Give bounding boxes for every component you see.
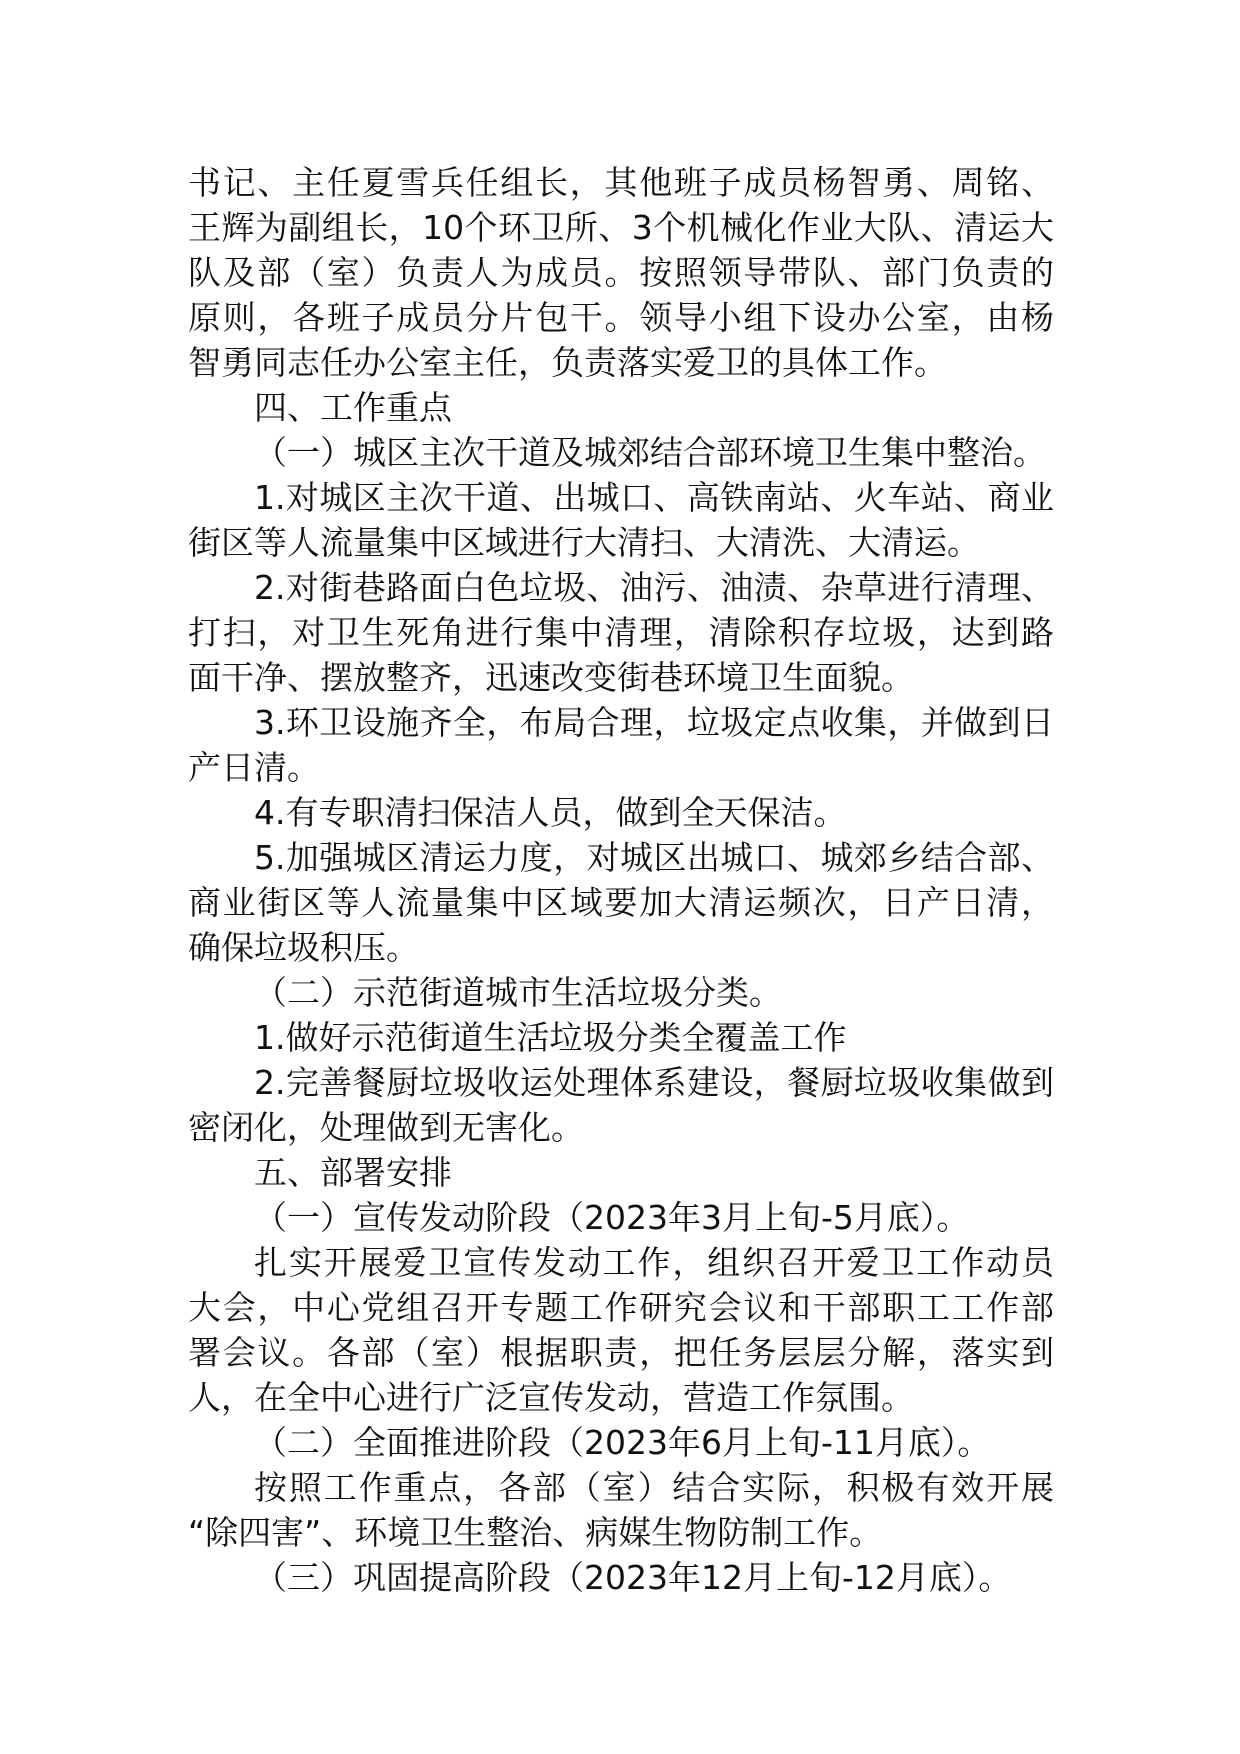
paragraph-line: 书记、主任夏雪兵任组长，其他班子成员杨智勇、周铭、 [188, 163, 1054, 202]
section-heading: 五、部署安排 [254, 1153, 452, 1192]
paragraph-line: 王辉为副组长，10个环卫所、3个机械化作业大队、清运大 [188, 208, 1054, 247]
subsection-heading: （二）全面推进阶段（2023年6月上旬-11月底）。 [254, 1423, 991, 1462]
paragraph-line: 智勇同志任办公室主任，负责落实爱卫的具体工作。 [188, 343, 947, 382]
list-item-line: 1.做好示范街道生活垃圾分类全覆盖工作 [254, 1018, 847, 1057]
subsection-heading: （三）巩固提高阶段（2023年12月上旬-12月底）。 [254, 1558, 1012, 1597]
list-item-line: 面干净、摆放整齐，迅速改变街巷环境卫生面貌。 [188, 658, 914, 697]
list-item-line: 3.环卫设施齐全，布局合理，垃圾定点收集，并做到日 [254, 703, 1054, 742]
list-item-line: 打扫，对卫生死角进行集中清理，清除积存垃圾，达到路 [188, 613, 1054, 652]
list-item-line: 2.完善餐厨垃圾收运处理体系建设，餐厨垃圾收集做到 [254, 1063, 1054, 1102]
paragraph-line: “除四害”、环境卫生整治、病媒生物防制工作。 [188, 1513, 883, 1552]
list-item-line: 1.对城区主次干道、出城口、高铁南站、火车站、商业 [254, 478, 1054, 517]
subsection-heading: （一）宣传发动阶段（2023年3月上旬-5月底）。 [254, 1198, 970, 1237]
list-item-line: 4.有专职清扫保洁人员，做到全天保洁。 [254, 793, 847, 832]
section-heading: 四、工作重点 [254, 388, 452, 427]
paragraph-line: 按照工作重点，各部（室）结合实际，积极有效开展 [254, 1468, 1054, 1507]
subsection-heading: （二）示范街道城市生活垃圾分类。 [254, 973, 782, 1012]
list-item-line: 5.加强城区清运力度，对城区出城口、城郊乡结合部、 [254, 838, 1054, 877]
list-item-line: 产日清。 [188, 748, 320, 787]
paragraph-line: 人，在全中心进行广泛宣传发动，营造工作氛围。 [188, 1378, 914, 1417]
paragraph-line: 扎实开展爱卫宣传发动工作，组织召开爱卫工作动员 [254, 1243, 1054, 1282]
paragraph-line: 队及部（室）负责人为成员。按照领导带队、部门负责的 [188, 253, 1054, 292]
list-item-line: 确保垃圾积压。 [188, 928, 419, 967]
paragraph-line: 署会议。各部（室）根据职责，把任务层层分解，落实到 [188, 1333, 1054, 1372]
list-item-line: 密闭化，处理做到无害化。 [188, 1108, 584, 1147]
list-item-line: 街区等人流量集中区域进行大清扫、大清洗、大清运。 [188, 523, 980, 562]
list-item-line: 2.对街巷路面白色垃圾、油污、油渍、杂草进行清理、 [254, 568, 1054, 607]
list-item-line: 商业街区等人流量集中区域要加大清运频次，日产日清， [188, 883, 1054, 922]
subsection-heading: （一）城区主次干道及城郊结合部环境卫生集中整治。 [254, 433, 1046, 472]
paragraph-line: 原则，各班子成员分片包干。领导小组下设办公室，由杨 [188, 298, 1054, 337]
document-page [188, 160, 1054, 1600]
paragraph-line: 大会，中心党组召开专题工作研究会议和干部职工工作部 [188, 1288, 1054, 1327]
